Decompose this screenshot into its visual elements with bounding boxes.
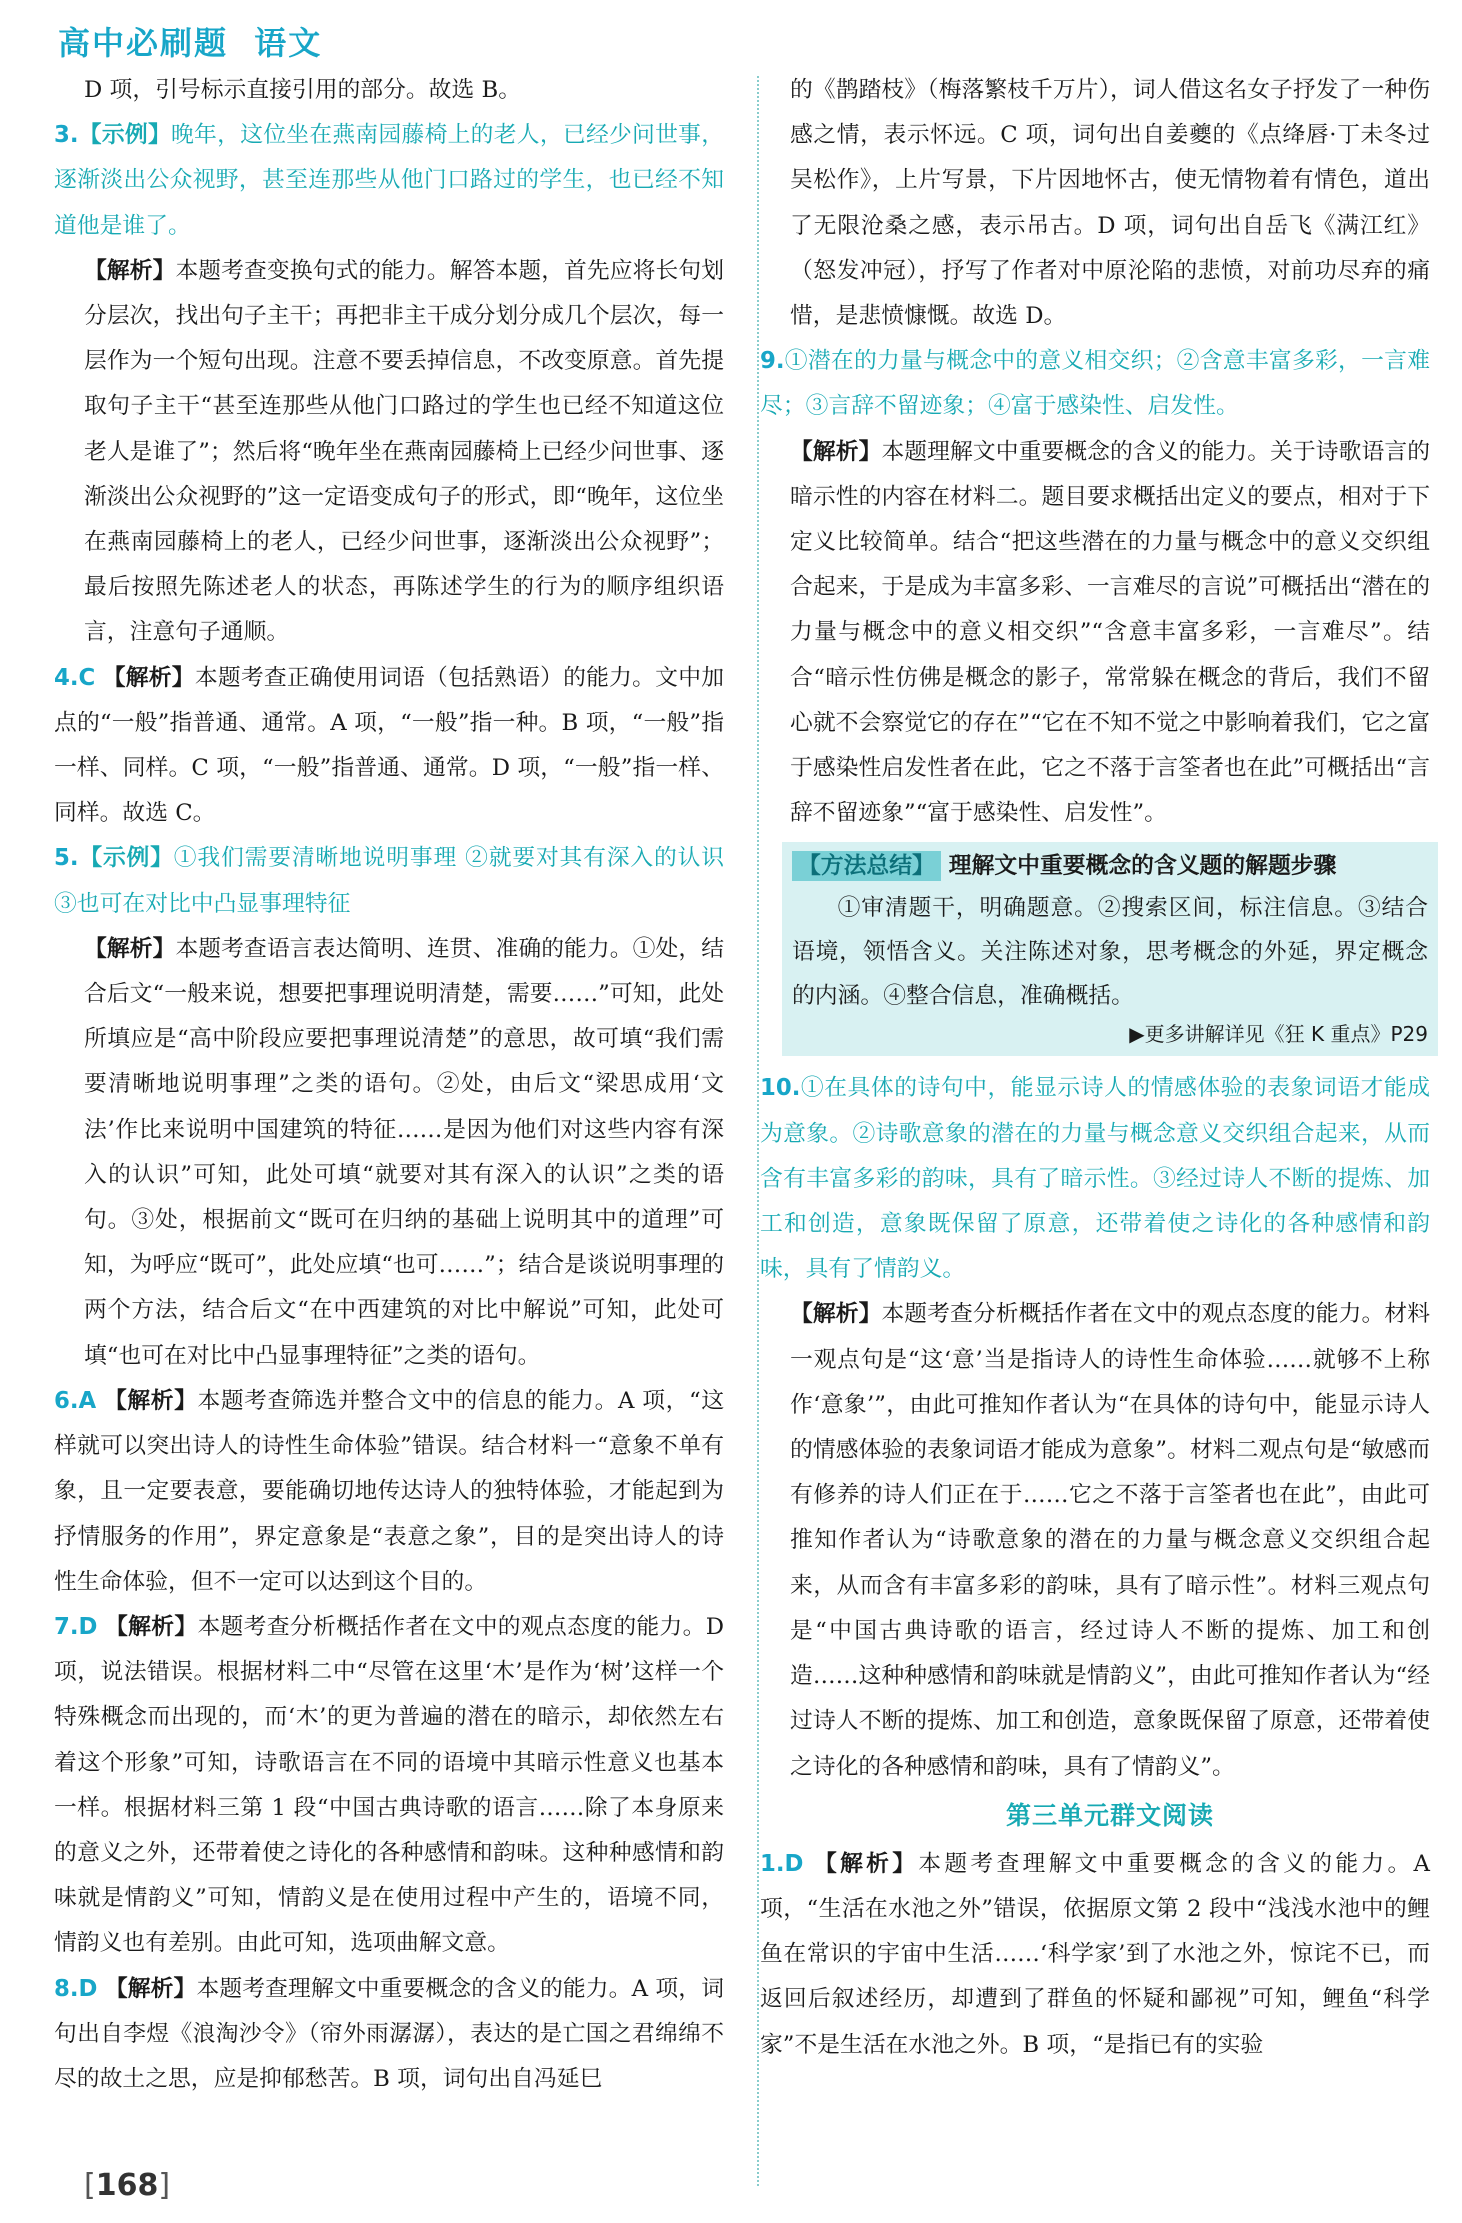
column-divider [757,76,759,2186]
right-column [760,68,1431,2068]
q3-analysis: 【解析】本题考查变换句式的能力。解答本题，首先应将长句划分层次，找出句子主干；再把非主干成分划分成几个层次，每一层作为一个短句出现。注意不要丢掉信息，不改变原意。首先提取句子主干“甚至连那些从他门口路过的学生也已经不知道这位老人是谁了”；然后将“晚年坐在燕南园藤椅上已经少问世事、逐渐淡出公众视野的”这一定语变成句子的形式，即“晚年，这位坐在燕南园藤椅上的老人，已经少问世事，逐渐淡出公众视野”；最后按照先陈述老人的状态，再陈述学生的行为的顺序组织语言，注意句子通顺。 [84,257,724,646]
q9-analysis: 【解析】本题理解文中重要概念的含义的能力。关于诗歌语言的暗示性的内容在材料二。题目要求概括出定义的要点，相对于下定义比较简单。结合“把这些潜在的力量与概念中的意义交织组合起来，于是成为丰富多彩、一言难尽的言说”可概括出“潜在的力量与概念中的意义相交织”“含意丰富多彩，一言难尽”。结合“暗示性仿佛是概念的影子，常常躲在概念的背后，我们不留心就不会察觉它的存在”“它在不知不觉之中影响着我们，它之富于感染性启发性者在此，它之不落于言筌者也在此”可概括出“言辞不留迹象”“富于感染性、启发性”。 [790,438,1430,827]
q10-analysis: 【解析】本题考查分析概括作者在文中的观点态度的能力。材料一观点句是“这‘意’当是指诗人的诗性生命体验……就够不上称作‘意象’”，由此可推知作者认为“在具体的诗句中，能显示诗人的情感体验的表象词语才能成为意象”。材料二观点句是“敏感而有修养的诗人们正在于……它之不落于言筌者也在此”，由此可推知作者认为“诗歌意象的潜在的力量与概念意义交织组合起来，从而含有丰富多彩的韵味，具有了暗示性”。材料三观点句是“中国古典诗歌的语言，经过诗人不断的提炼、加工和创造……这种种感情和韵味就是情韵义”，由此可推知作者认为“经过诗人不断的提炼、加工和创造，意象既保留了原意，还带着使之诗化的各种感情和韵味，具有了情韵义”。 [790,1301,1430,1780]
section-title: 第三单元群文阅读 [1005,1800,1214,1830]
page-number: [168] [84,2168,171,2203]
q2-tail: D 项，引号标示直接引用的部分。故选 B。 [84,77,522,103]
q8-continuation: 的《鹊踏枝》（梅落繁枝千万片），词人借这名女子抒发了一种伤感之情，表示怀远。C 项，词句出自姜夔的《点绛唇·丁未冬过吴松作》，上片写景，下片因地怀古，使无情物着有情色，道出了无限沧桑之感，表示吊古。D 项，词句出自岳飞《满江红》（怒发冲冠），抒写了作者对中原沦陷的悲愤，对前功尽弃的痛惜，是悲愤慷慨。故选 D。 [790,77,1430,330]
q9-answer: 9.①潜在的力量与概念中的意义相交织；②含意丰富多彩，一言难尽；③言辞不留迹象；④富于感染性、启发性。 [760,348,1430,420]
q7: 7.D 【解析】本题考查分析概括作者在文中的观点态度的能力。D 项，说法错误。根据材料二中“尽管在这里‘木’是作为‘树’这样一个特殊概念而出现的，而‘木’的更为普遍的潜在的暗示，却依然左右着这个形象”可知，诗歌语言在不同的语境中其暗示性意义也基本一样。根据材料三第 1 段“中国古典诗歌的语言……除了本身原来的意义之外，还带着使之诗化的各种感情和韵味。这种种感情和韵味就是情韵义”可知，情韵义是在使用过程中产生的，语境不同，情韵义也有差别。由此可知，选项曲解文意。 [54,1613,725,1957]
q4: 4.C 【解析】本题考查正确使用词语（包括熟语）的能力。文中加点的“一般”指普通、通常。A 项，“一般”指一种。B 项，“一般”指一样、同样。C 项，“一般”指普通、通常。D 项，“一般”指一样、同样。故选 C。 [54,664,725,827]
s1: 1.D 【解析】本题考查理解文中重要概念的含义的能力。A 项，“生活在水池之外”错误，依据原文第 2 段中“浅浅水池中的鲤鱼在常识的宇宙中生活……‘科学家’到了水池之外，惊诧不已，而返回后叙述经历，却遭到了群鱼的怀疑和鄙视”可知，鲤鱼“科学家”不是生活在水池之外。B 项，“是指已有的实验 [760,1850,1431,2058]
q10-answer: 10.①在具体的诗句中，能显示诗人的情感体验的表象词语才能成为意象。②诗歌意象的潜在的力量与概念意义交织组合起来，从而含有丰富多彩的韵味，具有了暗示性。③经过诗人不断的提炼、加工和创造，意象既保留了原意，还带着使之诗化的各种感情和韵味，具有了情韵义。 [760,1075,1430,1283]
q3-answer: 3.【示例】晚年，这位坐在燕南园藤椅上的老人，已经少问世事，逐渐淡出公众视野，甚至连那些从他门口路过的学生，也已经不知道他是谁了。 [54,122,725,239]
method-title: 【方法总结】 理解文中重要概念的含义题的解题步骤 [792,846,1428,886]
header-title: 高中必刷题 语文 [58,24,323,62]
left-column [54,68,725,2102]
q6: 6.A 【解析】本题考查筛选并整合文中的信息的能力。A 项，“这样就可以突出诗人的诗性生命体验”错误。结合材料一“意象不单有象，且一定要表意，要能确切地传达诗人的独特体验，才能起到为抒情服务的作用”，界定意象是“表意之象”，目的是突出诗人的诗性生命体验，但不一定可以达到这个目的。 [54,1387,724,1595]
method-tag: 【方法总结】 [792,851,941,881]
q5-analysis: 【解析】本题考查语言表达简明、连贯、准确的能力。①处，结合后文“一般来说，想要把事理说明清楚，需要……”可知，此处所填应是“高中阶段应要把事理说清楚”的意思，故可填“我们需要清晰地说明事理”之类的语句。②处，由后文“梁思成用‘文法’作比来说明中国建筑的特征……是因为他们对这些内容有深入的认识”可知，此处可填“就要对其有深入的认识”之类的语句。③处，根据前文“既可在归纳的基础上说明其中的道理”可知，为呼应“既可”，此处应填“也可……”；结合是谈说明事理的两个方法，结合后文“在中西建筑的对比中解说”可知，此处可填“也可在对比中凸显事理特征”之类的语句。 [84,935,724,1369]
method-reference: ▶更多讲解详见《狂 K 重点》P29 [1129,1022,1428,1047]
method-body: ①审清题干，明确题意。②搜索区间，标注信息。③结合语境，领悟含义。关注陈述对象，思考概念的外延，界定概念的内涵。④整合信息，准确概括。 [792,895,1428,1010]
q5-answer: 5.【示例】①我们需要清晰地说明事理 ②就要对其有深入的认识 ③也可在对比中凸显事理特征 [54,845,725,917]
method-summary-box [782,842,1438,1056]
q8: 8.D 【解析】本题考查理解文中重要概念的含义的能力。A 项，词句出自李煜《浪淘沙令》（帘外雨潺潺），表达的是亡国之君绵绵不尽的故土之思，应是抑郁愁苦。B 项，词句出自冯延巳 [54,1975,724,2092]
